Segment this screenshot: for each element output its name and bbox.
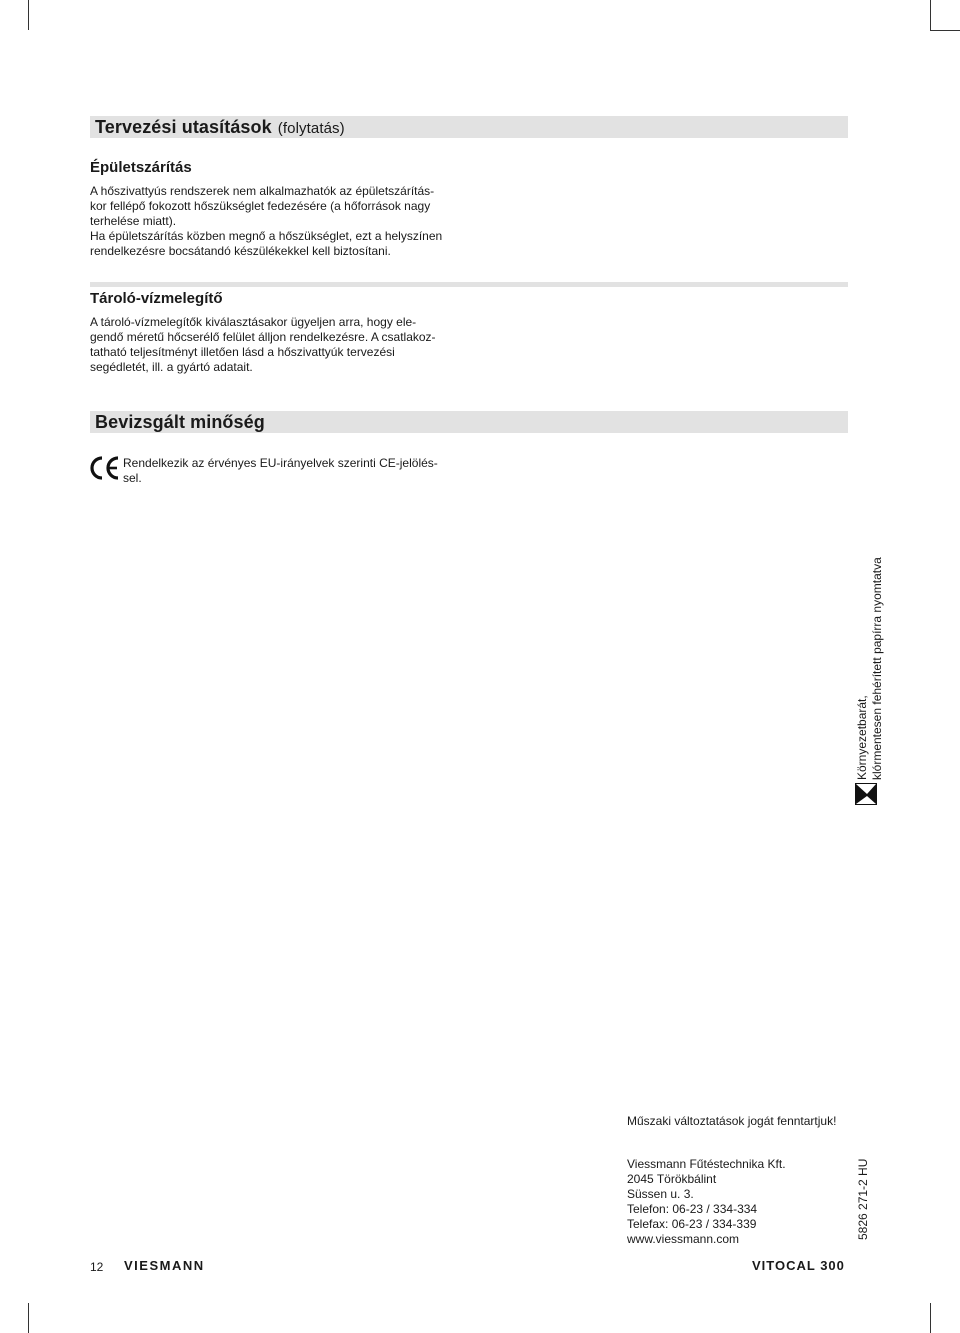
paragraph-line: segédletét, ill. a gyártó adatait.: [90, 360, 253, 374]
quality-bar: [90, 411, 848, 433]
crop-mark-bottom-left: [28, 1303, 29, 1333]
ce-statement-line: Rendelkezik az érvényes EU-irányelvek szerinti CE-jelölés-: [123, 456, 438, 470]
paragraph-line: kor fellépő fokozott hőszükséglet fedezésére (a hőforrások nagy: [90, 199, 431, 213]
eco-paper-note: [855, 545, 885, 780]
company-address: [627, 1157, 786, 1247]
section-heading-epuletszaritas: Épületszárítás: [90, 159, 192, 176]
product-name: VITOCAL 300: [752, 1258, 845, 1273]
document-number-text: 5826 271-2 HU: [856, 1158, 870, 1240]
ce-mark-icon: [89, 456, 121, 480]
eco-paper-text: [855, 545, 885, 780]
document-number: [855, 1155, 873, 1240]
paragraph-line: A hőszivattyús rendszerek nem alkalmazhatók az épületszárítás-: [90, 184, 435, 198]
address-line: Telefax: 06-23 / 334-339: [627, 1217, 757, 1231]
quality-title: Bevizsgált minőség: [95, 412, 265, 432]
paragraph-line: tatható teljesítményt illetően lásd a hőszivattyúk tervezési: [90, 345, 395, 359]
paragraph-line: A tároló-vízmelegítők kiválasztásakor ügyeljen arra, hogy ele-: [90, 315, 417, 329]
website-link[interactable]: www.viessmann.com: [627, 1232, 740, 1246]
address-line: Telefon: 06-23 / 334-334: [627, 1202, 758, 1216]
eco-line-2: klórmentesen fehérített papírra nyomtatva: [870, 557, 884, 780]
address-line: 2045 Törökbálint: [627, 1172, 717, 1186]
eco-line-1: Környezetbarát,: [855, 695, 869, 780]
rights-reserved: Műszaki változtatások jogát fenntartjuk!: [627, 1114, 837, 1128]
page-subtitle: (folytatás): [277, 120, 345, 137]
paragraph-tarolo: [90, 315, 470, 375]
crop-mark-top-right-h: [930, 30, 960, 31]
section-divider: [90, 282, 848, 287]
section-heading-tarolo: Tároló-vízmelegítő: [90, 290, 223, 307]
address-line: Süssen u. 3.: [627, 1187, 694, 1201]
crop-mark-top-left: [28, 0, 29, 30]
page-number: 12: [90, 1260, 104, 1274]
paragraph-line: Ha épületszárítás közben megnő a hőszükséglet, ezt a helyszínen: [90, 229, 443, 243]
paragraph-line: rendelkezésre bocsátandó készülékekkel kell biztosítani.: [90, 244, 391, 258]
paragraph-line: gendő méretű hőcserélő felület álljon rendelkezésre. A csatlakoz-: [90, 330, 436, 344]
page-title: [95, 116, 345, 140]
ce-statement: [123, 456, 483, 486]
header-bar: [90, 116, 848, 138]
eco-logo-icon: [855, 783, 877, 805]
ce-statement-line: sel.: [123, 471, 142, 485]
page-title-text: Tervezési utasítások: [95, 117, 272, 137]
paragraph-epuletszaritas: [90, 184, 470, 259]
address-line: Viessmann Fűtéstechnika Kft.: [627, 1157, 786, 1171]
crop-mark-bottom-right: [930, 1303, 931, 1333]
paragraph-line: terhelése miatt).: [90, 214, 177, 228]
brand-logo: VIESMANN: [124, 1258, 205, 1273]
crop-mark-top-right: [930, 0, 931, 30]
